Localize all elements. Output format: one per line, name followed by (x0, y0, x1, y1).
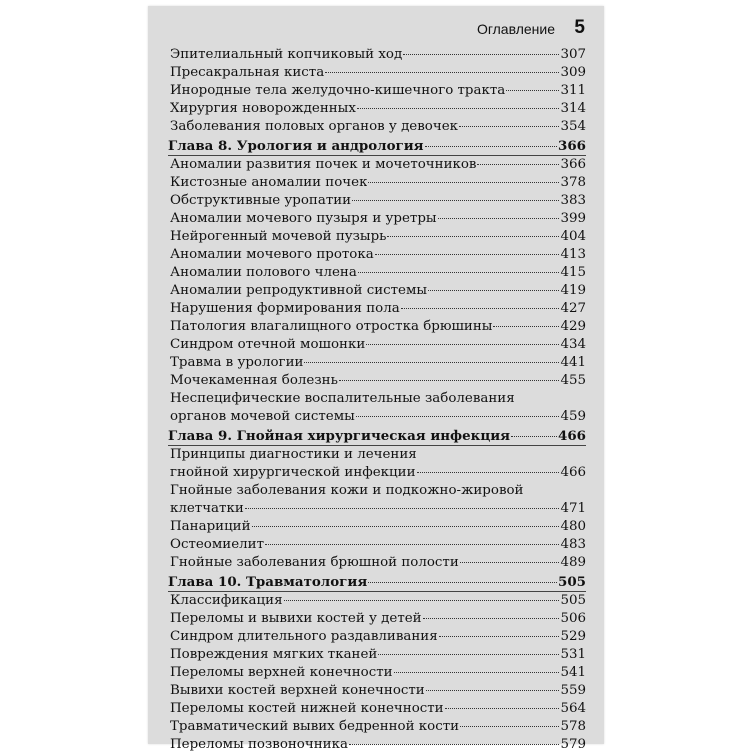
toc-entry-title: Синдром длительного раздавливания (170, 629, 438, 644)
toc-entry (168, 372, 586, 390)
dot-leader (252, 526, 560, 527)
dot-leader (357, 108, 560, 109)
toc-page-number: 529 (560, 629, 586, 644)
toc-page-number: 489 (560, 555, 586, 570)
toc-entry-title: Патология влагалищного отростка брюшины (170, 319, 493, 334)
toc-page-number: 378 (560, 175, 586, 190)
toc-entry-title: Заболевания половых органов у девочек (170, 119, 458, 134)
dot-leader (378, 654, 559, 655)
toc-page-number: 564 (560, 701, 586, 716)
toc-entry-title: Нарушения формирования пола (170, 301, 400, 316)
toc-entry-title: клетчатки (170, 501, 244, 516)
dot-leader (511, 436, 557, 437)
toc-page-number: 419 (560, 283, 586, 298)
toc-entry (168, 46, 586, 64)
toc-entry (168, 518, 586, 536)
toc-entry (168, 592, 586, 610)
dot-leader (459, 126, 559, 127)
toc-entry-title: Травма в урологии (170, 355, 304, 370)
toc-entry (168, 354, 586, 372)
toc-entry (168, 554, 586, 572)
dot-leader (438, 218, 560, 219)
toc-page-number: 427 (560, 301, 586, 316)
toc-entry-title: Остеомиелит (170, 537, 264, 552)
dot-leader (352, 200, 559, 201)
toc-entry (168, 264, 586, 282)
toc-entry-title: Переломы позвоночника (170, 737, 348, 752)
dot-leader (401, 308, 560, 309)
toc-page-number: 505 (560, 593, 586, 608)
toc-page-number: 506 (560, 611, 586, 626)
toc-entry-title: Повреждения мягких тканей (170, 647, 378, 662)
toc-entry (168, 336, 586, 354)
toc-entry-title: Кистозные аномалии почек (170, 175, 368, 190)
toc-entry (168, 718, 586, 736)
toc-entry-title: Пресакральная киста (170, 65, 325, 80)
dot-leader (426, 690, 560, 691)
toc-page-number: 466 (560, 465, 586, 480)
toc-entry (168, 628, 586, 646)
toc-page-number: 531 (560, 647, 586, 662)
toc-page-number: 404 (560, 229, 586, 244)
toc-entry (168, 300, 586, 318)
toc-entry-title: Переломы и вывихи костей у детей (170, 611, 422, 626)
dot-leader (403, 54, 559, 55)
toc-entry (168, 536, 586, 554)
toc-page-number: 579 (560, 737, 586, 752)
dot-leader (417, 472, 560, 473)
toc-entry-title: Переломы верхней конечности (170, 665, 393, 680)
toc-page-number: 366 (558, 138, 586, 154)
toc-entry (168, 318, 586, 336)
toc-entry-title: Мочекаменная болезнь (170, 373, 338, 388)
dot-leader (284, 600, 560, 601)
toc-page-number: 480 (560, 519, 586, 534)
running-header-title: Оглавление (476, 21, 555, 37)
running-header (148, 14, 604, 36)
toc-entry-title: Обструктивные уропатии (170, 193, 352, 208)
toc-entry (168, 682, 586, 700)
toc-entry-title: Синдром отечной мошонки (170, 337, 366, 352)
toc-entry (168, 82, 586, 100)
dot-leader (423, 618, 560, 619)
dot-leader (493, 326, 559, 327)
toc-entry-title: Панариций (170, 519, 251, 534)
toc-entry (168, 390, 586, 426)
dot-leader (394, 672, 560, 673)
toc-entry (168, 446, 586, 482)
dot-leader (375, 254, 560, 255)
toc-entry (168, 100, 586, 118)
toc-entry-title: Травматический вывих бедренной кости (170, 719, 460, 734)
page-number: 5 (574, 17, 585, 38)
toc-entry (168, 646, 586, 664)
toc-entry (168, 700, 586, 718)
toc-entry-title: органов мочевой системы (170, 409, 355, 424)
toc-page-number: 466 (558, 428, 586, 444)
toc-chapter-heading (168, 137, 586, 156)
toc-page-number: 441 (560, 355, 586, 370)
toc-entry-title: гнойной хирургической инфекции (170, 465, 416, 480)
toc-entry-title: Аномалии мочевого протока (170, 247, 374, 262)
toc-entry (168, 610, 586, 628)
dot-leader (325, 72, 559, 73)
toc-entry-title-line1: Принципы диагностики и лечения (170, 447, 417, 462)
toc-page-number: 578 (560, 719, 586, 734)
toc-entry-title: Глава 10. Травматология (168, 574, 368, 590)
dot-leader (368, 582, 557, 583)
toc-page-number: 559 (560, 683, 586, 698)
toc-page-number: 314 (560, 101, 586, 116)
toc-page-number: 459 (560, 409, 586, 424)
dot-leader (358, 272, 560, 273)
toc-entry (168, 156, 586, 174)
book-page (148, 6, 604, 752)
dot-leader (304, 362, 559, 363)
dot-leader (368, 182, 559, 183)
dot-leader (339, 380, 560, 381)
dot-leader (265, 544, 559, 545)
toc-page-number: 311 (560, 83, 586, 98)
toc-entry-title: Гнойные заболевания брюшной полости (170, 555, 459, 570)
toc-entry-title: Эпителиальный копчиковый ход (170, 47, 403, 62)
toc-page-number: 307 (560, 47, 586, 62)
dot-leader (445, 708, 560, 709)
table-of-contents (168, 46, 586, 754)
toc-entry-title: Вывихи костей верхней конечности (170, 683, 425, 698)
toc-entry (168, 118, 586, 136)
dot-leader (477, 164, 559, 165)
toc-page-number: 541 (560, 665, 586, 680)
dot-leader (366, 344, 559, 345)
dot-leader (425, 146, 557, 147)
dot-leader (428, 290, 559, 291)
toc-page-number: 413 (560, 247, 586, 262)
toc-entry-title: Глава 9. Гнойная хирургическая инфекция (168, 428, 511, 444)
toc-page-number: 309 (560, 65, 586, 80)
toc-page-number: 434 (560, 337, 586, 352)
toc-entry-title-line1: Неспецифические воспалительные заболевания (170, 391, 515, 406)
dot-leader (245, 508, 560, 509)
dot-leader (460, 726, 559, 727)
toc-page-number: 354 (560, 119, 586, 134)
toc-entry-title: Хирургия новорожденных (170, 101, 356, 116)
toc-page-number: 429 (560, 319, 586, 334)
dot-leader (439, 636, 560, 637)
dot-leader (356, 416, 560, 417)
toc-entry-title: Инородные тела желудочно-кишечного тракта (170, 83, 506, 98)
toc-entry (168, 482, 586, 518)
toc-page-number: 455 (560, 373, 586, 388)
toc-page-number: 483 (560, 537, 586, 552)
toc-page-number: 399 (560, 211, 586, 226)
toc-entry-title: Нейрогенный мочевой пузырь (170, 229, 387, 244)
toc-chapter-heading (168, 427, 586, 446)
toc-page-number: 383 (560, 193, 586, 208)
toc-entry (168, 664, 586, 682)
toc-chapter-heading (168, 573, 586, 592)
toc-entry (168, 210, 586, 228)
toc-entry (168, 282, 586, 300)
dot-leader (460, 562, 560, 563)
toc-entry (168, 246, 586, 264)
toc-page-number: 366 (560, 157, 586, 172)
toc-entry-title: Аномалии репродуктивной системы (170, 283, 428, 298)
toc-entry (168, 228, 586, 246)
dot-leader (387, 236, 559, 237)
toc-entry-title: Аномалии мочевого пузыря и уретры (170, 211, 437, 226)
toc-entry (168, 736, 586, 754)
toc-page-number: 471 (560, 501, 586, 516)
toc-entry-title: Аномалии полового члена (170, 265, 357, 280)
toc-page-number: 415 (560, 265, 586, 280)
toc-entry-title: Глава 8. Урология и андрология (168, 138, 424, 154)
toc-entry (168, 64, 586, 82)
toc-entry (168, 192, 586, 210)
toc-entry-title-line1: Гнойные заболевания кожи и подкожно-жировой (170, 483, 524, 498)
toc-page-number: 505 (558, 574, 586, 590)
toc-entry-title: Переломы костей нижней конечности (170, 701, 444, 716)
toc-entry-title: Аномалии развития почек и мочеточников (170, 157, 477, 172)
dot-leader (349, 744, 560, 745)
dot-leader (506, 90, 559, 91)
toc-entry-title: Классификация (170, 593, 283, 608)
toc-entry (168, 174, 586, 192)
